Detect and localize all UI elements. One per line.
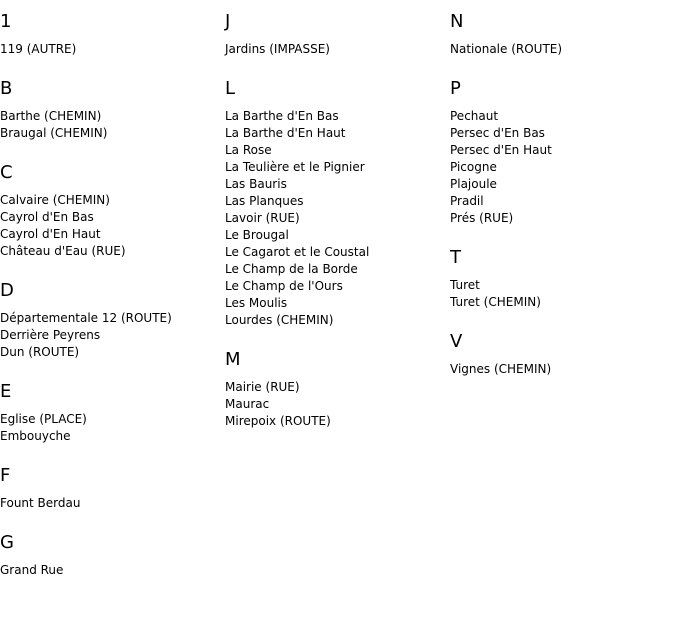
street-entry: Prés (RUE) <box>450 211 514 225</box>
street-list <box>0 192 225 260</box>
group-letter-heading: T <box>450 247 461 268</box>
letter-group-1 <box>0 0 225 58</box>
street-entry: Cayrol d'En Haut <box>0 227 101 241</box>
group-letter-heading: B <box>0 78 13 99</box>
street-entry: Persec d'En Bas <box>450 126 545 140</box>
group-letter-heading: J <box>225 11 231 32</box>
street-entry: Embouyche <box>0 429 71 443</box>
letter-group-t <box>450 227 675 311</box>
street-entry: Mirepoix (ROUTE) <box>225 414 331 428</box>
street-list <box>450 277 675 311</box>
street-entry: Lourdes (CHEMIN) <box>225 313 334 327</box>
street-entry: Jardins (IMPASSE) <box>225 42 330 56</box>
street-entry: Le Cagarot et le Coustal <box>225 245 370 259</box>
street-entry: Fount Berdau <box>0 496 81 510</box>
group-letter-heading: L <box>225 78 236 99</box>
street-entry: Château d'Eau (RUE) <box>0 244 126 258</box>
street-entry: Persec d'En Haut <box>450 143 552 157</box>
street-entry: Picogne <box>450 160 497 174</box>
street-entry: Maurac <box>225 397 270 411</box>
letter-group-v <box>450 311 675 378</box>
letter-group-f <box>0 445 225 512</box>
street-list <box>0 41 225 58</box>
street-entry: Le Brougal <box>225 228 289 242</box>
letter-group-c <box>0 142 225 260</box>
street-entry: Vignes (CHEMIN) <box>450 362 552 376</box>
street-list <box>0 562 225 579</box>
street-list <box>225 41 450 58</box>
street-entry: Turet <box>450 278 480 292</box>
letter-group-e <box>0 361 225 445</box>
street-entry: Plajoule <box>450 177 497 191</box>
group-letter-heading: M <box>225 349 241 370</box>
group-letter-heading: V <box>450 331 463 352</box>
street-list <box>225 379 450 430</box>
street-entry: Dun (ROUTE) <box>0 345 80 359</box>
street-list <box>0 310 225 361</box>
letter-group-m <box>225 329 450 430</box>
street-entry: Derrière Peyrens <box>0 328 101 342</box>
street-entry: Mairie (RUE) <box>225 380 300 394</box>
street-list <box>450 41 675 58</box>
group-letter-heading: E <box>0 381 12 402</box>
group-letter-heading: D <box>0 280 14 301</box>
street-entry: Turet (CHEMIN) <box>450 295 541 309</box>
street-entry: La Barthe d'En Bas <box>225 109 339 123</box>
street-entry: Pechaut <box>450 109 499 123</box>
street-entry: La Teulière et le Pignier <box>225 160 365 174</box>
letter-group-j <box>225 0 450 58</box>
street-entry: La Barthe d'En Haut <box>225 126 346 140</box>
street-entry: Grand Rue <box>0 563 64 577</box>
street-index-column-2 <box>225 0 450 430</box>
street-entry: 119 (AUTRE) <box>0 42 77 56</box>
street-entry: Pradil <box>450 194 484 208</box>
group-letter-heading: G <box>0 532 14 553</box>
street-entry: La Rose <box>225 143 272 157</box>
letter-group-p <box>450 58 675 227</box>
street-list <box>225 108 450 329</box>
group-letter-heading: P <box>450 78 461 99</box>
street-entry: Le Champ de l'Ours <box>225 279 343 293</box>
letter-group-d <box>0 260 225 361</box>
street-list <box>0 411 225 445</box>
street-list <box>450 108 675 227</box>
street-entry: Nationale (ROUTE) <box>450 42 563 56</box>
street-entry: Les Moulis <box>225 296 288 310</box>
letter-group-l <box>225 58 450 329</box>
street-entry: Las Bauris <box>225 177 287 191</box>
street-list <box>0 108 225 142</box>
street-entry: Barthe (CHEMIN) <box>0 109 102 123</box>
group-letter-heading: N <box>450 11 464 32</box>
letter-group-n <box>450 0 675 58</box>
street-entry: Braugal (CHEMIN) <box>0 126 108 140</box>
street-entry: Eglise (PLACE) <box>0 412 87 426</box>
street-entry: Le Champ de la Borde <box>225 262 358 276</box>
group-letter-heading: 1 <box>0 11 12 32</box>
street-entry: Lavoir (RUE) <box>225 211 300 225</box>
street-entry: Départementale 12 (ROUTE) <box>0 311 172 325</box>
street-index-column-3 <box>450 0 675 378</box>
street-entry: Cayrol d'En Bas <box>0 210 94 224</box>
street-list <box>450 361 675 378</box>
street-list <box>0 495 225 512</box>
letter-group-b <box>0 58 225 142</box>
group-letter-heading: F <box>0 465 11 486</box>
street-entry: Las Planques <box>225 194 304 208</box>
street-entry: Calvaire (CHEMIN) <box>0 193 110 207</box>
street-index-column-1 <box>0 0 225 579</box>
letter-group-g <box>0 512 225 579</box>
group-letter-heading: C <box>0 162 13 183</box>
